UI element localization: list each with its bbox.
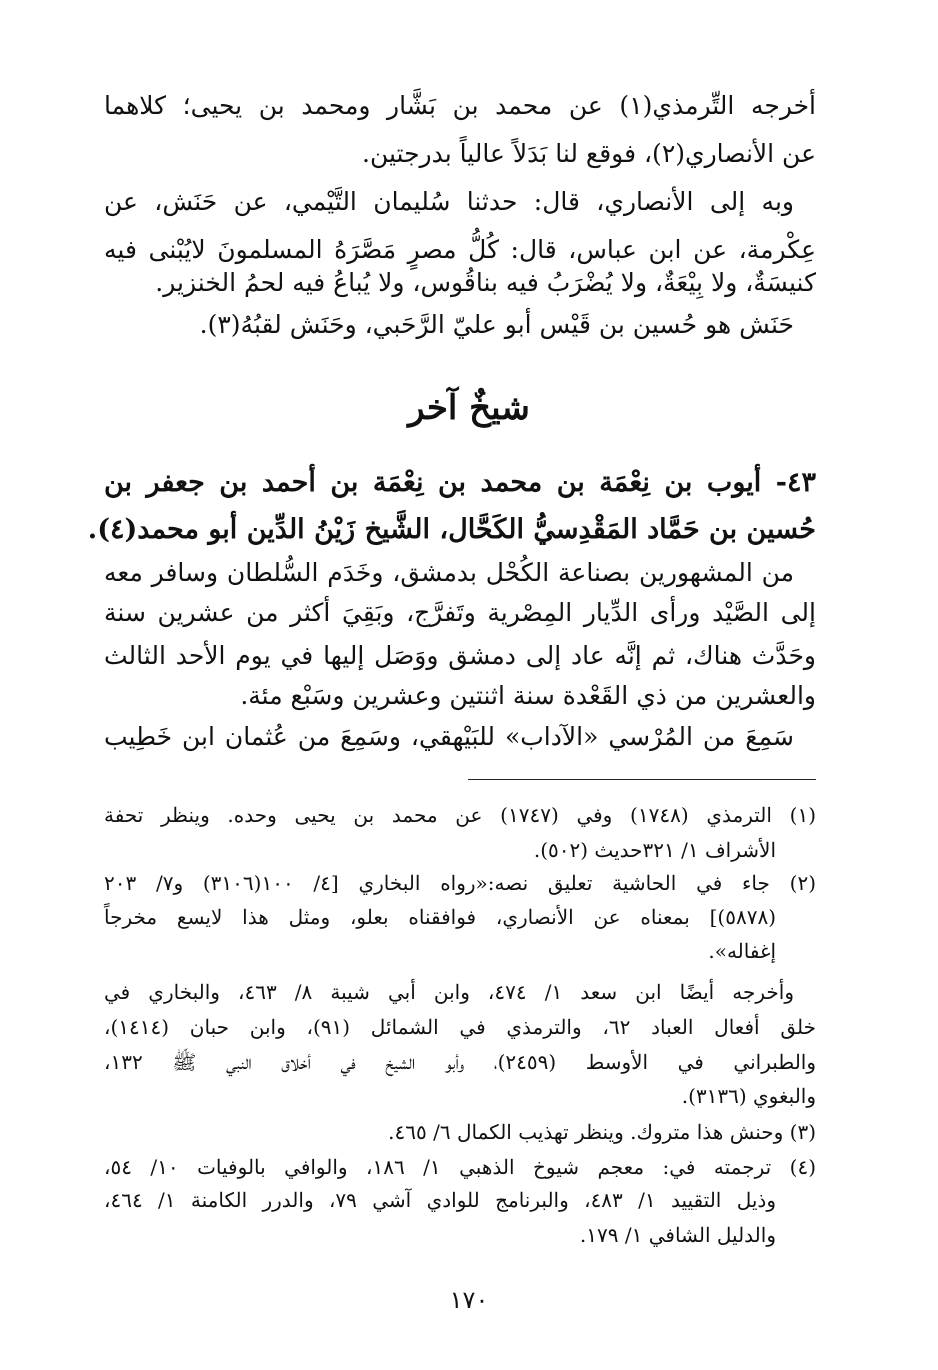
page-number: ١٧٠ [449, 1286, 489, 1314]
body-line: كنيسَةٌ، ولا بِيْعَةٌ، ولا يُضْرَبُ فيه بناقُوس، ولا يُباعُ فيه لحمُ الخنزير. [155, 268, 816, 297]
footnote-separator [468, 779, 816, 780]
body-line: عِكْرمة، عن ابن عباس، قال: كُلُّ مصرٍ مَصَّرَهُ المسلمونَ لايُبْنى فيه [104, 235, 816, 264]
footnote-line: (٣) وحنش هذا متروك. وينظر تهذيب الكمال ٦/ ٤٦٥. [388, 1120, 816, 1144]
footnote-line: (٥٨٧٨)] بمعناه عن الأنصاري، فوافقناه بعلو، ومثل هذا لايسع مخرجاً [104, 905, 776, 929]
entry-title-line: ٤٣- أيوب بن نِعْمَة بن محمد بن نِعْمَة بن أحمد بن جعفر بن [104, 467, 816, 498]
footnote-line: الأشراف ١/ ٣٢١حديث (٥٠٢). [533, 838, 776, 862]
footnote-line: والدليل الشافي ١/ ١٧٩. [579, 1223, 776, 1247]
bio-line: سَمِعَ من المُرْسي «الآداب» للبَيْهقي، وسَمِعَ من عُثمان ابن خَطِيب [104, 722, 794, 751]
footnote-line: خلق أفعال العباد ٦٢، والترمذي في الشمائل (٩١)، وابن حبان (١٤١٤)، [104, 1015, 816, 1039]
bio-line: والعشرين من ذي القَعْدة سنة اثنتين وعشرين وسَبْع مئة. [240, 681, 816, 710]
footnote-line: إغفاله». [708, 939, 776, 963]
entry-title-line: حُسين بن حَمَّاد المَقْدِسيُّ الكَحَّال، الشَّيخ زَيْنُ الدِّين أبو محمد(٤). [87, 514, 816, 545]
footnote-line: (١) الترمذي (١٧٤٨) وفي (١٧٤٧) عن محمد بن يحيى وحده. وينظر تحفة [104, 803, 817, 827]
footnote-line: والطبراني في الأوسط (٢٤٥٩)، وأبو الشيخ في أخلاق النبي ﷺ ١٣٢، [104, 1050, 816, 1074]
footnote-line: (٢) جاء في الحاشية تعليق نصه:«رواه البخاري [٤/ ١٠٠(٣١٠٦) و٧/ ٢٠٣ [104, 871, 816, 895]
bio-line: من المشهورين بصناعة الكُحْل بدمشق، وخَدَم السُّلطان وسافر معه [104, 558, 794, 587]
body-line: وبه إلى الأنصاري، قال: حدثنا سُليمان التَّيْمي، عن حَنَش، عن [104, 187, 794, 216]
section-heading: شيخٌ آخر [408, 388, 530, 428]
footnote-line: (٤) ترجمته في: معجم شيوخ الذهبي ١/ ١٨٦، والوافي بالوفيات ١٠/ ٥٤، [104, 1155, 817, 1179]
bio-line: وحَدَّث هناك، ثم إنَّه عاد إلى دمشق ووَصَل إليها في يوم الأحد الثالث [104, 641, 816, 670]
footnote-line: وأخرجه أيضًا ابن سعد ١/ ٤٧٤، وابن أبي شيبة ٨/ ٤٦٣، والبخاري في [104, 980, 794, 1004]
body-line: عن الأنصاري(٢)، فوقع لنا بَدَلاً عالياً بدرجتين. [362, 139, 816, 168]
bio-line: إلى الصَّيْد ورأى الدِّيار المِصْرية وتَفرَّج، وبَقِيَ أكثر من عشرين سنة [104, 598, 816, 627]
body-line: أخرجه التِّرمذي(١) عن محمد بن بَشَّار ومحمد بن يحيى؛ كلاهما [104, 91, 817, 120]
footnote-line: وذيل التقييد ١/ ٤٨٣، والبرنامج للوادي آشي ٧٩، والدرر الكامنة ١/ ٤٦٤، [104, 1188, 776, 1212]
footnote-line: والبغوي (٣١٣٦). [681, 1084, 816, 1108]
body-line: حَنَش هو حُسين بن قَيْس أبو عليّ الرَّحَبي، وحَنَش لقبُهُ(٣). [199, 310, 794, 339]
